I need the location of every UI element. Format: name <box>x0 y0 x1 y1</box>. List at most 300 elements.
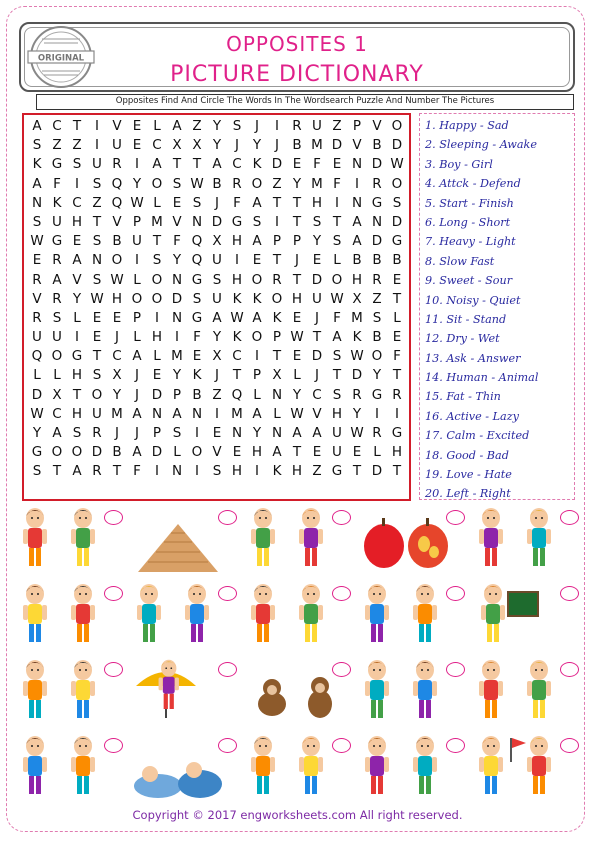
grid-letter[interactable]: E <box>192 348 202 365</box>
grid-letter[interactable]: P <box>152 425 162 441</box>
grid-letter[interactable]: W <box>190 175 204 192</box>
grid-letter[interactable]: W <box>350 348 364 365</box>
grid-letter[interactable]: C <box>152 137 162 154</box>
grid-letter[interactable]: A <box>152 156 162 173</box>
grid-letter[interactable]: N <box>371 213 383 230</box>
grid-letter[interactable]: S <box>172 425 182 441</box>
grid-letter[interactable]: G <box>51 233 63 250</box>
answer-bubble[interactable] <box>104 510 123 525</box>
grid-letter[interactable]: L <box>253 386 261 403</box>
grid-letter[interactable]: I <box>135 156 139 173</box>
grid-letter[interactable]: T <box>112 463 122 480</box>
grid-letter[interactable]: V <box>112 213 122 230</box>
grid-letter[interactable]: N <box>171 309 183 326</box>
grid-letter[interactable]: T <box>272 252 282 269</box>
grid-letter[interactable]: U <box>212 290 222 307</box>
grid-letter[interactable]: R <box>292 118 302 134</box>
grid-letter[interactable]: E <box>152 367 162 384</box>
grid-letter[interactable]: G <box>371 386 383 403</box>
grid-letter[interactable]: X <box>52 386 62 403</box>
grid-letter[interactable]: U <box>212 252 222 269</box>
grid-letter[interactable]: O <box>251 271 263 288</box>
grid-letter[interactable]: J <box>295 252 299 269</box>
grid-letter[interactable]: H <box>391 444 403 461</box>
grid-letter[interactable]: I <box>95 137 99 154</box>
grid-letter[interactable]: R <box>52 252 62 269</box>
grid-letter[interactable]: S <box>32 463 42 480</box>
grid-letter[interactable]: T <box>52 463 62 480</box>
grid-letter[interactable]: K <box>192 367 202 384</box>
grid-letter[interactable]: E <box>292 348 302 365</box>
grid-letter[interactable]: L <box>73 309 81 326</box>
grid-letter[interactable]: Q <box>231 386 243 403</box>
grid-letter[interactable]: Y <box>112 386 122 403</box>
grid-letter[interactable]: I <box>135 252 139 269</box>
grid-letter[interactable]: W <box>30 405 44 422</box>
grid-letter[interactable]: O <box>151 175 163 192</box>
grid-letter[interactable]: D <box>371 233 383 250</box>
grid-letter[interactable]: I <box>155 463 159 480</box>
grid-letter[interactable]: E <box>292 156 302 173</box>
grid-letter[interactable]: I <box>215 405 219 422</box>
grid-letter[interactable]: L <box>373 444 381 461</box>
grid-letter[interactable]: S <box>332 348 342 365</box>
grid-letter[interactable]: I <box>195 425 199 441</box>
grid-letter[interactable]: Y <box>132 175 142 192</box>
grid-letter[interactable]: D <box>311 348 323 365</box>
grid-letter[interactable]: W <box>350 425 364 441</box>
grid-letter[interactable]: T <box>332 367 342 384</box>
grid-letter[interactable]: E <box>112 309 122 326</box>
grid-letter[interactable]: P <box>172 386 182 403</box>
answer-bubble[interactable] <box>218 738 237 753</box>
grid-letter[interactable]: B <box>372 252 382 269</box>
answer-bubble[interactable] <box>218 510 237 525</box>
grid-letter[interactable]: F <box>173 233 181 250</box>
grid-letter[interactable]: K <box>252 156 262 173</box>
grid-letter[interactable]: E <box>332 156 342 173</box>
grid-letter[interactable]: J <box>255 118 259 134</box>
grid-letter[interactable]: I <box>255 348 259 365</box>
grid-letter[interactable]: H <box>331 405 343 422</box>
grid-letter[interactable]: F <box>313 156 321 173</box>
grid-letter[interactable]: T <box>72 386 82 403</box>
answer-bubble[interactable] <box>104 586 123 601</box>
grid-letter[interactable]: T <box>92 348 102 365</box>
grid-letter[interactable]: J <box>135 367 139 384</box>
grid-letter[interactable]: J <box>215 194 219 211</box>
grid-letter[interactable]: J <box>235 137 239 154</box>
grid-letter[interactable]: I <box>195 463 199 480</box>
grid-letter[interactable]: N <box>91 252 103 269</box>
grid-letter[interactable]: C <box>112 348 122 365</box>
grid-letter[interactable]: U <box>52 213 62 230</box>
grid-letter[interactable]: S <box>32 137 42 154</box>
grid-letter[interactable]: L <box>173 444 181 461</box>
grid-letter[interactable]: D <box>171 290 183 307</box>
grid-letter[interactable]: Y <box>172 367 182 384</box>
grid-letter[interactable]: S <box>192 290 202 307</box>
grid-letter[interactable]: B <box>372 329 382 346</box>
grid-letter[interactable]: I <box>335 194 339 211</box>
grid-letter[interactable]: B <box>372 137 382 154</box>
grid-letter[interactable]: Y <box>212 329 222 346</box>
grid-letter[interactable]: A <box>72 252 82 269</box>
grid-letter[interactable]: K <box>52 194 62 211</box>
grid-letter[interactable]: F <box>393 348 401 365</box>
grid-letter[interactable]: J <box>315 309 319 326</box>
grid-letter[interactable]: T <box>292 271 302 288</box>
grid-letter[interactable]: N <box>191 405 203 422</box>
grid-letter[interactable]: C <box>312 386 322 403</box>
grid-letter[interactable]: O <box>151 290 163 307</box>
grid-letter[interactable]: H <box>231 271 243 288</box>
grid-letter[interactable]: D <box>391 213 403 230</box>
grid-letter[interactable]: J <box>115 425 119 441</box>
grid-letter[interactable]: D <box>271 156 283 173</box>
grid-letter[interactable]: I <box>175 329 179 346</box>
grid-letter[interactable]: G <box>371 194 383 211</box>
grid-letter[interactable]: G <box>191 309 203 326</box>
answer-bubble[interactable] <box>332 738 351 753</box>
grid-letter[interactable]: S <box>252 213 262 230</box>
grid-letter[interactable]: G <box>391 233 403 250</box>
grid-letter[interactable]: S <box>72 425 82 441</box>
grid-letter[interactable]: A <box>332 329 342 346</box>
grid-letter[interactable]: E <box>312 444 322 461</box>
grid-letter[interactable]: O <box>131 290 143 307</box>
grid-letter[interactable]: W <box>290 329 304 346</box>
grid-letter[interactable]: B <box>292 137 302 154</box>
grid-letter[interactable]: D <box>31 386 43 403</box>
grid-letter[interactable]: D <box>151 386 163 403</box>
grid-letter[interactable]: H <box>231 233 243 250</box>
grid-letter[interactable]: Y <box>172 252 182 269</box>
grid-letter[interactable]: H <box>111 290 123 307</box>
grid-letter[interactable]: M <box>231 405 243 422</box>
grid-letter[interactable]: T <box>72 118 82 134</box>
grid-letter[interactable]: L <box>133 329 141 346</box>
grid-letter[interactable]: J <box>135 386 139 403</box>
grid-letter[interactable]: O <box>251 175 263 192</box>
grid-letter[interactable]: B <box>112 444 122 461</box>
grid-letter[interactable]: B <box>112 233 122 250</box>
grid-letter[interactable]: G <box>331 463 343 480</box>
grid-letter[interactable]: Y <box>292 175 302 192</box>
answer-bubble[interactable] <box>332 586 351 601</box>
answer-bubble[interactable] <box>446 586 465 601</box>
grid-letter[interactable]: O <box>391 118 403 134</box>
grid-letter[interactable]: H <box>291 463 303 480</box>
grid-letter[interactable]: I <box>275 213 279 230</box>
grid-letter[interactable]: T <box>392 463 402 480</box>
answer-bubble[interactable] <box>332 510 351 525</box>
grid-letter[interactable]: L <box>393 309 401 326</box>
grid-letter[interactable]: L <box>33 367 41 384</box>
grid-letter[interactable]: T <box>292 194 302 211</box>
grid-letter[interactable]: H <box>291 290 303 307</box>
grid-letter[interactable]: A <box>32 118 42 134</box>
answer-bubble[interactable] <box>104 738 123 753</box>
grid-letter[interactable]: Y <box>372 367 382 384</box>
grid-letter[interactable]: T <box>232 367 242 384</box>
grid-letter[interactable]: C <box>52 405 62 422</box>
grid-letter[interactable]: O <box>331 271 343 288</box>
grid-letter[interactable]: A <box>272 444 282 461</box>
grid-letter[interactable]: D <box>331 137 343 154</box>
grid-letter[interactable]: R <box>372 425 382 441</box>
grid-letter[interactable]: V <box>372 118 382 134</box>
grid-letter[interactable]: L <box>133 271 141 288</box>
grid-letter[interactable]: A <box>312 425 322 441</box>
grid-letter[interactable]: N <box>191 213 203 230</box>
grid-letter[interactable]: I <box>155 309 159 326</box>
grid-letter[interactable]: A <box>72 463 82 480</box>
grid-letter[interactable]: P <box>252 367 262 384</box>
grid-letter[interactable]: B <box>352 252 362 269</box>
grid-letter[interactable]: W <box>90 290 104 307</box>
answer-bubble[interactable] <box>446 662 465 677</box>
grid-letter[interactable]: R <box>32 309 42 326</box>
grid-letter[interactable]: Y <box>212 118 222 134</box>
grid-letter[interactable]: M <box>351 309 363 326</box>
grid-letter[interactable]: X <box>112 367 122 384</box>
grid-letter[interactable]: I <box>395 405 399 422</box>
grid-letter[interactable]: X <box>212 348 222 365</box>
grid-letter[interactable]: S <box>92 367 102 384</box>
grid-letter[interactable]: N <box>231 425 243 441</box>
grid-letter[interactable]: E <box>132 118 142 134</box>
grid-letter[interactable]: C <box>52 118 62 134</box>
grid-letter[interactable]: O <box>71 444 83 461</box>
answer-bubble[interactable] <box>218 662 237 677</box>
grid-letter[interactable]: S <box>32 213 42 230</box>
grid-letter[interactable]: V <box>32 290 42 307</box>
grid-letter[interactable]: T <box>192 156 202 173</box>
grid-letter[interactable]: R <box>92 425 102 441</box>
grid-letter[interactable]: R <box>32 271 42 288</box>
grid-letter[interactable]: Y <box>312 233 322 250</box>
grid-letter[interactable]: A <box>252 194 262 211</box>
grid-letter[interactable]: A <box>212 156 222 173</box>
grid-letter[interactable]: X <box>352 290 362 307</box>
grid-letter[interactable]: D <box>151 444 163 461</box>
grid-letter[interactable]: O <box>391 175 403 192</box>
grid-letter[interactable]: E <box>312 252 322 269</box>
grid-letter[interactable]: U <box>132 233 142 250</box>
grid-letter[interactable]: Z <box>312 463 322 480</box>
grid-letter[interactable]: Y <box>252 425 262 441</box>
grid-letter[interactable]: F <box>333 175 341 192</box>
answer-bubble[interactable] <box>560 738 579 753</box>
grid-letter[interactable]: E <box>212 425 222 441</box>
grid-letter[interactable]: P <box>272 233 282 250</box>
grid-letter[interactable]: J <box>135 425 139 441</box>
grid-letter[interactable]: W <box>130 194 144 211</box>
grid-letter[interactable]: K <box>352 329 362 346</box>
grid-letter[interactable]: A <box>252 233 262 250</box>
grid-letter[interactable]: H <box>71 405 83 422</box>
grid-letter[interactable]: M <box>111 405 123 422</box>
grid-letter[interactable]: U <box>312 118 322 134</box>
grid-letter[interactable]: Y <box>292 386 302 403</box>
grid-letter[interactable]: J <box>115 329 119 346</box>
grid-letter[interactable]: K <box>252 290 262 307</box>
grid-letter[interactable]: Z <box>272 175 282 192</box>
grid-letter[interactable]: A <box>32 175 42 192</box>
grid-letter[interactable]: S <box>92 175 102 192</box>
grid-letter[interactable]: L <box>53 367 61 384</box>
grid-letter[interactable]: Q <box>191 252 203 269</box>
grid-letter[interactable]: N <box>351 194 363 211</box>
grid-letter[interactable]: K <box>272 309 282 326</box>
grid-letter[interactable]: G <box>51 156 63 173</box>
grid-letter[interactable]: S <box>212 463 222 480</box>
grid-letter[interactable]: O <box>191 444 203 461</box>
grid-letter[interactable]: E <box>252 252 262 269</box>
grid-letter[interactable]: X <box>172 137 182 154</box>
grid-letter[interactable]: S <box>92 271 102 288</box>
grid-letter[interactable]: R <box>372 175 382 192</box>
grid-letter[interactable]: C <box>232 348 242 365</box>
grid-letter[interactable]: E <box>392 329 402 346</box>
grid-letter[interactable]: T <box>332 213 342 230</box>
grid-letter[interactable]: W <box>110 271 124 288</box>
grid-letter[interactable]: A <box>132 444 142 461</box>
grid-letter[interactable]: N <box>271 386 283 403</box>
grid-letter[interactable]: Z <box>332 118 342 134</box>
grid-letter[interactable]: B <box>212 175 222 192</box>
grid-letter[interactable]: O <box>271 290 283 307</box>
grid-letter[interactable]: A <box>172 405 182 422</box>
grid-letter[interactable]: S <box>332 233 342 250</box>
grid-letter[interactable]: T <box>292 444 302 461</box>
grid-letter[interactable]: N <box>271 425 283 441</box>
grid-letter[interactable]: Y <box>32 425 42 441</box>
grid-letter[interactable]: J <box>275 137 279 154</box>
grid-letter[interactable]: T <box>392 290 402 307</box>
grid-letter[interactable]: N <box>171 463 183 480</box>
grid-letter[interactable]: N <box>151 405 163 422</box>
grid-letter[interactable]: I <box>75 175 79 192</box>
grid-letter[interactable]: V <box>172 213 182 230</box>
grid-letter[interactable]: H <box>71 367 83 384</box>
grid-letter[interactable]: P <box>132 213 142 230</box>
grid-letter[interactable]: D <box>371 463 383 480</box>
grid-letter[interactable]: L <box>333 252 341 269</box>
grid-letter[interactable]: T <box>272 194 282 211</box>
grid-letter[interactable]: T <box>392 367 402 384</box>
grid-letter[interactable]: O <box>151 271 163 288</box>
grid-letter[interactable]: E <box>32 252 42 269</box>
grid-letter[interactable]: Y <box>252 137 262 154</box>
grid-letter[interactable]: V <box>112 118 122 134</box>
grid-letter[interactable]: S <box>332 386 342 403</box>
grid-letter[interactable]: V <box>72 271 82 288</box>
grid-letter[interactable]: E <box>72 233 82 250</box>
grid-letter[interactable]: P <box>352 118 362 134</box>
grid-letter[interactable]: D <box>211 213 223 230</box>
grid-letter[interactable]: U <box>112 137 122 154</box>
grid-letter[interactable]: C <box>232 156 242 173</box>
grid-letter[interactable]: T <box>312 329 322 346</box>
grid-letter[interactable]: N <box>31 194 43 211</box>
grid-letter[interactable]: S <box>372 309 382 326</box>
grid-letter[interactable]: O <box>251 329 263 346</box>
grid-letter[interactable]: T <box>292 213 302 230</box>
grid-letter[interactable]: D <box>311 271 323 288</box>
grid-letter[interactable]: D <box>391 137 403 154</box>
grid-letter[interactable]: Z <box>372 290 382 307</box>
grid-letter[interactable]: F <box>53 175 61 192</box>
grid-letter[interactable]: E <box>172 194 182 211</box>
grid-letter[interactable]: F <box>193 329 201 346</box>
grid-letter[interactable]: D <box>91 444 103 461</box>
grid-letter[interactable]: I <box>255 463 259 480</box>
grid-letter[interactable]: Z <box>52 137 62 154</box>
grid-letter[interactable]: A <box>52 425 62 441</box>
grid-letter[interactable]: W <box>330 290 344 307</box>
grid-letter[interactable]: I <box>235 252 239 269</box>
grid-letter[interactable]: E <box>92 329 102 346</box>
grid-letter[interactable]: S <box>152 252 162 269</box>
grid-letter[interactable]: Q <box>111 194 123 211</box>
grid-letter[interactable]: A <box>252 405 262 422</box>
grid-letter[interactable]: R <box>372 271 382 288</box>
grid-letter[interactable]: X <box>272 367 282 384</box>
grid-letter[interactable]: M <box>151 213 163 230</box>
grid-letter[interactable]: V <box>352 137 362 154</box>
grid-letter[interactable]: K <box>32 156 42 173</box>
grid-letter[interactable]: Y <box>72 290 82 307</box>
grid-letter[interactable]: Y <box>212 137 222 154</box>
grid-letter[interactable]: G <box>231 213 243 230</box>
grid-letter[interactable]: Q <box>191 233 203 250</box>
grid-letter[interactable]: F <box>133 463 141 480</box>
grid-letter[interactable]: B <box>392 252 402 269</box>
grid-letter[interactable]: W <box>230 309 244 326</box>
grid-letter[interactable]: T <box>272 348 282 365</box>
grid-letter[interactable]: M <box>311 137 323 154</box>
grid-letter[interactable]: T <box>92 213 102 230</box>
grid-letter[interactable]: K <box>272 463 282 480</box>
grid-letter[interactable]: Q <box>31 348 43 365</box>
grid-letter[interactable]: E <box>92 309 102 326</box>
grid-letter[interactable]: R <box>272 271 282 288</box>
grid-letter[interactable]: S <box>172 175 182 192</box>
grid-letter[interactable]: K <box>232 290 242 307</box>
grid-letter[interactable]: T <box>152 233 162 250</box>
grid-letter[interactable]: Z <box>212 386 222 403</box>
grid-letter[interactable]: L <box>273 405 281 422</box>
grid-letter[interactable]: X <box>212 233 222 250</box>
grid-letter[interactable]: S <box>92 233 102 250</box>
grid-letter[interactable]: A <box>172 118 182 134</box>
grid-letter[interactable]: S <box>192 194 202 211</box>
grid-letter[interactable]: W <box>30 233 44 250</box>
answer-bubble[interactable] <box>446 510 465 525</box>
grid-letter[interactable]: S <box>52 309 62 326</box>
grid-letter[interactable]: E <box>132 137 142 154</box>
grid-letter[interactable]: Y <box>352 405 362 422</box>
grid-letter[interactable]: U <box>92 156 102 173</box>
grid-letter[interactable]: Z <box>192 118 202 134</box>
grid-letter[interactable]: A <box>212 309 222 326</box>
grid-letter[interactable]: E <box>292 309 302 326</box>
grid-letter[interactable]: E <box>232 444 242 461</box>
grid-letter[interactable]: L <box>153 194 161 211</box>
grid-letter[interactable]: D <box>371 156 383 173</box>
